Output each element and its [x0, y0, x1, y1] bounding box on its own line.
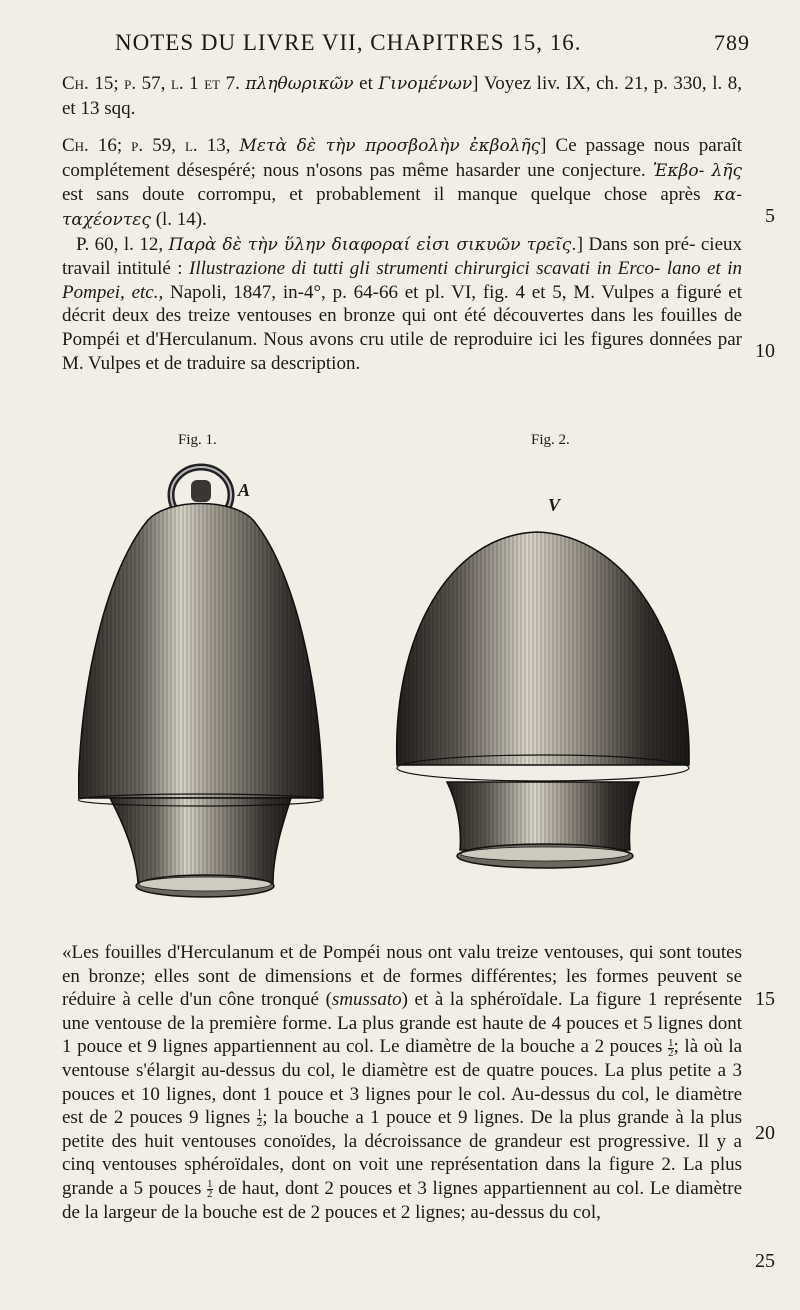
notes-section [62, 72, 742, 375]
book-title: Illustrazione di tutti gli strumenti chirurgici scavati in Erco- [189, 258, 661, 280]
greek-term: Παρὰ δὲ τὴν ὕλην διαφοραί εἰσι σικυῶν τρεῖς. [168, 234, 577, 255]
greek-term: κα- [713, 185, 743, 206]
fraction-denominator: 2 [668, 1046, 674, 1059]
note-ref: Ch. 15; p. 57, l. 1 et 7. [62, 73, 240, 94]
quote-text: de haut, dont 2 pouces et 3 lignes appartiennent au col. Le [218, 1177, 670, 1199]
note-text: a figuré et décrit deux des treize ventouses en bronze qui ont été découvertes [62, 281, 743, 327]
note-text: est sans doute corrompu, et probablement il manque quelque chose après [62, 184, 701, 206]
fraction-numerator: 1 [256, 1107, 263, 1120]
greek-term: Ἐκβο- [652, 160, 705, 181]
quote-text: ; la bouche a 1 pouce et 9 lignes. De la plus grande à la plus petite des [62, 1107, 743, 1152]
quote-text: La figure 1 représente une ventouse de la première forme. La plus grande est [62, 989, 743, 1034]
quotation-paragraph [62, 941, 742, 1224]
quote-text: diamètre de la bouche a 2 pouces [405, 1036, 663, 1058]
note-text: (l. 14). [155, 208, 207, 230]
line-number: 5 [765, 205, 775, 227]
note-text: ] Voyez liv. IX, ch. 21, [472, 73, 649, 94]
quote-text: huit ventouses conoïdes, la décroissance de grandeur est progressive. Il y a cinq [62, 1130, 742, 1176]
running-header [115, 30, 750, 56]
line-number: 10 [755, 340, 775, 362]
fraction-denominator: 2 [256, 1117, 263, 1130]
greek-term: Μετὰ δὲ τὴν προσβολὴν ἐκβολῆς [239, 136, 541, 157]
vulpes-quotation [62, 941, 742, 1224]
book-title: lano et in Pompei, etc., [62, 258, 742, 303]
page-number: 789 [714, 30, 750, 55]
running-title: NOTES DU LIVRE VII, CHAPITRES 15, 16. [115, 30, 582, 55]
quote-text: ) et à la sphéroïdale. [401, 989, 563, 1011]
note-text: complétement désespéré; nous n'osons pas même hasarder une conjecture. [62, 159, 646, 181]
greek-term: λῆς [711, 160, 743, 181]
fraction-numerator: 1 [668, 1036, 674, 1049]
fraction-denominator: 2 [207, 1188, 213, 1201]
note-ref: Ch. 16; p. 59, l. 13, [62, 135, 231, 157]
greek-term: ταχέοντες [62, 209, 151, 230]
note-text: ] Dans son pré- [576, 233, 696, 255]
quote-text: 1 pouce et 3 lignes pour le col. Au-dessus du col, le diamètre est de 2 pouces [62, 1083, 742, 1129]
note-text: dans les fouilles de Pompéi et d'Herculanum. Nous avons cru utile de reproduire [62, 305, 743, 350]
quote-text: diamètre de la largeur de la bouche est de 2 pouces et 2 lignes; au-dessus du col, [62, 1177, 743, 1223]
fraction-numerator: 1 [207, 1178, 213, 1191]
quote-text: 9 lignes [188, 1107, 251, 1129]
italic-term: smussato [331, 989, 402, 1011]
greek-term: πληθωρικῶν [245, 74, 354, 94]
quote-text: formes peuvent se réduire à celle d'un cône tronqué ( [62, 965, 743, 1011]
quote-text: «Les fouilles d'Herculanum et de Pompéi nous ont valu treize ventouses, qui [62, 942, 654, 963]
figure-2-letter: V [548, 495, 561, 515]
line-number: 20 [755, 1122, 775, 1144]
fraction-half [207, 1180, 213, 1199]
note-text: p. 330, l. 8, et 13 sqq. [62, 73, 742, 119]
greek-term: Γινομένων [378, 74, 473, 94]
note-ch16 [62, 134, 742, 232]
note-text: cieux travail intitulé : [62, 233, 743, 280]
line-number: 25 [755, 1250, 775, 1272]
quote-text: ventouses sphéroïdales, dont on voit une représentation dans la figure 2. La plus [102, 1154, 742, 1176]
quote-text: haute de 4 pouces et 5 lignes dont 1 pouce et 9 lignes appartiennent au col. Le [62, 1012, 742, 1058]
quote-text: ; là où la ventouse s'élargit au-dessus du col, [62, 1036, 743, 1081]
figure-2-caption: Fig. 2. [531, 432, 570, 448]
quote-text: grande a 5 pouces [62, 1177, 202, 1199]
note-text: et [359, 73, 373, 94]
figure-1-caption: Fig. 1. [178, 432, 217, 448]
quote-text: sont toutes en bronze; elles sont de dimensions et de formes différentes; les [62, 942, 743, 987]
figure-1-letter: A [238, 480, 251, 500]
note-p60 [62, 233, 742, 376]
line-number: 15 [755, 988, 775, 1010]
figure-1-conical-cup-illustration [78, 458, 328, 913]
figure-2-spheroidal-cup-illustration [392, 520, 692, 880]
note-text: ] Ce passage nous paraît [540, 135, 742, 157]
note-text: ici les figures données par M. Vulpes et de traduire sa description. [62, 328, 742, 374]
note-text: Napoli, 1847, in-4°, p. 64-66 et pl. VI, fig. 4 et 5, M. Vulpes [170, 281, 655, 303]
quote-text: le diamètre est de quatre pouces. La plus petite a 3 pouces et 10 lignes, dont [62, 1059, 742, 1105]
note-ch15 [62, 72, 742, 120]
note-ref: P. 60, l. 12, [76, 233, 164, 255]
